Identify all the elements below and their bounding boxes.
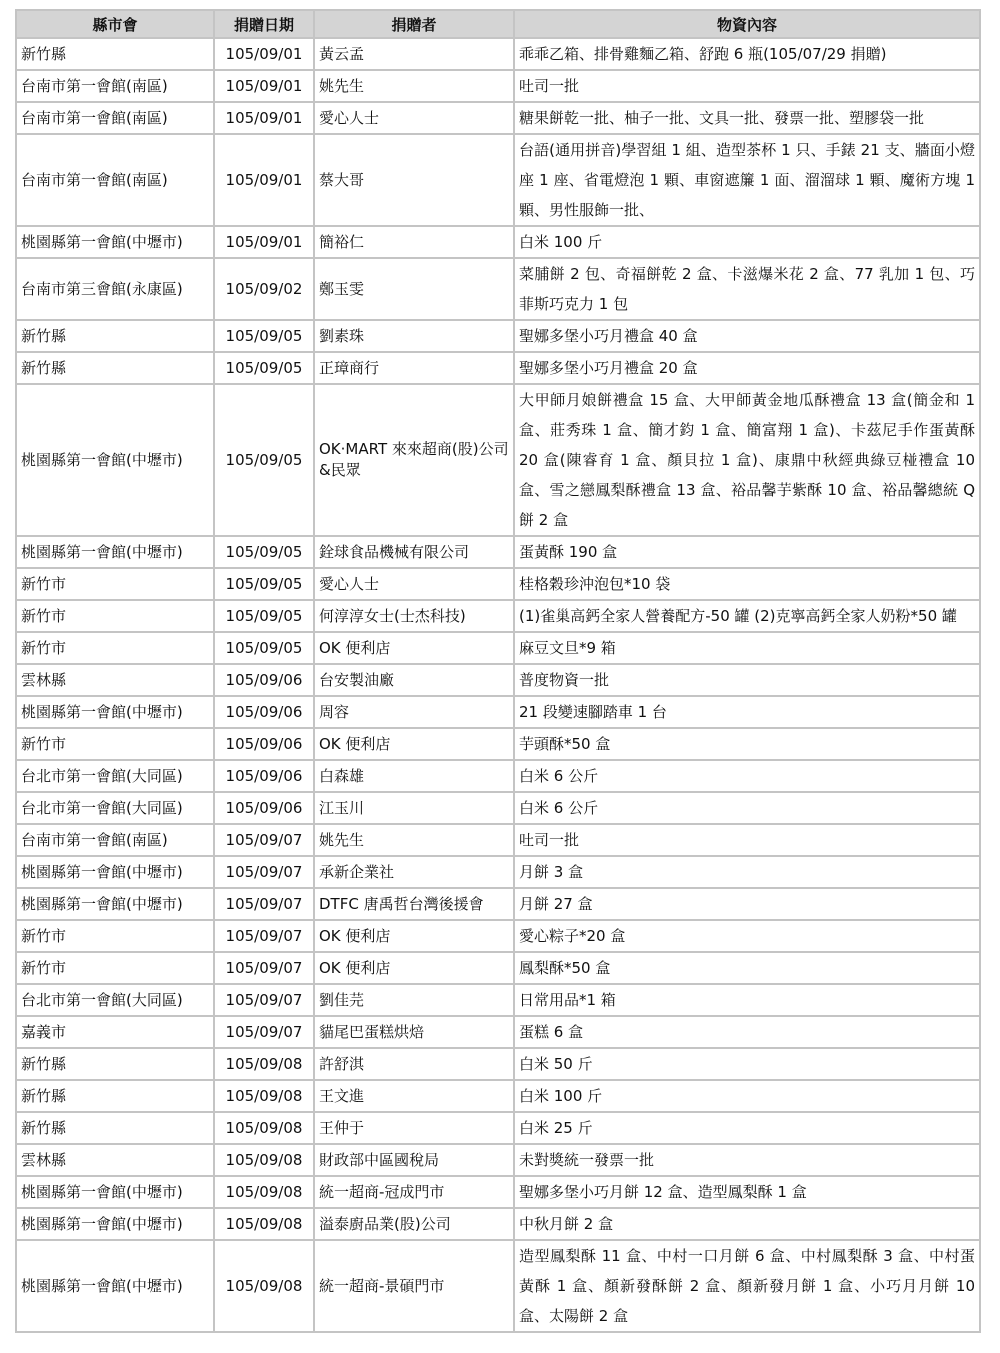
- cell-donor: 正璋商行: [314, 352, 514, 384]
- cell-donor: OK·MART 來來超商(股)公司&民眾: [314, 384, 514, 536]
- cell-donor: 蔡大哥: [314, 134, 514, 226]
- cell-date: 105/09/01: [214, 102, 314, 134]
- table-row: [16, 600, 980, 632]
- cell-date: 105/09/08: [214, 1240, 314, 1332]
- cell-items: 糖果餅乾一批、柚子一批、文具一批、發票一批、塑膠袋一批: [514, 102, 980, 134]
- cell-items: 聖娜多堡小巧月餅 12 盒、造型鳳梨酥 1 盒: [514, 1176, 980, 1208]
- table-row: [16, 888, 980, 920]
- table-row: [16, 568, 980, 600]
- cell-region: 台北市第一會館(大同區): [16, 984, 214, 1016]
- table-row: [16, 1144, 980, 1176]
- cell-region: 台南市第一會館(南區): [16, 70, 214, 102]
- table-row: [16, 792, 980, 824]
- cell-items: 吐司一批: [514, 824, 980, 856]
- cell-date: 105/09/05: [214, 632, 314, 664]
- cell-date: 105/09/08: [214, 1048, 314, 1080]
- cell-region: 桃園縣第一會館(中壢市): [16, 226, 214, 258]
- table-row: [16, 226, 980, 258]
- header-items: 物資內容: [514, 10, 980, 38]
- cell-items: 桂格穀珍沖泡包*10 袋: [514, 568, 980, 600]
- cell-date: 105/09/05: [214, 536, 314, 568]
- cell-items: 白米 25 斤: [514, 1112, 980, 1144]
- header-donor: 捐贈者: [314, 10, 514, 38]
- cell-region: 新竹縣: [16, 38, 214, 70]
- cell-date: 105/09/02: [214, 258, 314, 320]
- cell-region: 台南市第一會館(南區): [16, 102, 214, 134]
- cell-items: 白米 50 斤: [514, 1048, 980, 1080]
- table-row: [16, 1016, 980, 1048]
- cell-items: 普度物資一批: [514, 664, 980, 696]
- cell-donor: 黃云孟: [314, 38, 514, 70]
- cell-date: 105/09/05: [214, 600, 314, 632]
- table-row: [16, 352, 980, 384]
- table-row: [16, 320, 980, 352]
- cell-region: 新竹市: [16, 952, 214, 984]
- cell-donor: 統一超商-景碩門市: [314, 1240, 514, 1332]
- table-row: [16, 1176, 980, 1208]
- cell-date: 105/09/07: [214, 984, 314, 1016]
- table-row: [16, 1080, 980, 1112]
- table-header: [16, 10, 980, 38]
- header-row: [16, 10, 980, 38]
- header-region: 縣市會: [16, 10, 214, 38]
- table-row: [16, 632, 980, 664]
- cell-donor: OK 便利店: [314, 728, 514, 760]
- cell-date: 105/09/06: [214, 728, 314, 760]
- table-row: [16, 1112, 980, 1144]
- table-row: [16, 984, 980, 1016]
- cell-date: 105/09/07: [214, 1016, 314, 1048]
- cell-items: 白米 6 公斤: [514, 792, 980, 824]
- cell-donor: OK 便利店: [314, 920, 514, 952]
- cell-items: 日常用品*1 箱: [514, 984, 980, 1016]
- cell-region: 桃園縣第一會館(中壢市): [16, 1176, 214, 1208]
- cell-items: 造型鳳梨酥 11 盒、中村一口月餅 6 盒、中村鳳梨酥 3 盒、中村蛋黃酥 1 盒、顏新發酥餅 2 盒、顏新發月餅 1 盒、小巧月月餅 10 盒、太陽餅 2 盒: [514, 1240, 980, 1332]
- cell-date: 105/09/01: [214, 226, 314, 258]
- cell-region: 台南市第一會館(南區): [16, 134, 214, 226]
- cell-items: 乖乖乙箱、排骨雞麵乙箱、舒跑 6 瓶(105/07/29 捐贈): [514, 38, 980, 70]
- cell-region: 台北市第一會館(大同區): [16, 760, 214, 792]
- cell-region: 嘉義市: [16, 1016, 214, 1048]
- cell-items: 吐司一批: [514, 70, 980, 102]
- table-row: [16, 728, 980, 760]
- donation-table: [15, 9, 981, 1333]
- cell-items: 月餅 3 盒: [514, 856, 980, 888]
- cell-date: 105/09/05: [214, 320, 314, 352]
- cell-items: 中秋月餅 2 盒: [514, 1208, 980, 1240]
- cell-region: 桃園縣第一會館(中壢市): [16, 1208, 214, 1240]
- table-row: [16, 258, 980, 320]
- table-row: [16, 1208, 980, 1240]
- cell-region: 桃園縣第一會館(中壢市): [16, 536, 214, 568]
- cell-donor: 簡裕仁: [314, 226, 514, 258]
- table-row: [16, 38, 980, 70]
- cell-donor: 承新企業社: [314, 856, 514, 888]
- cell-donor: 江玉川: [314, 792, 514, 824]
- cell-region: 桃園縣第一會館(中壢市): [16, 888, 214, 920]
- table-row: [16, 664, 980, 696]
- cell-items: 芋頭酥*50 盒: [514, 728, 980, 760]
- cell-items: 菜脯餅 2 包、奇福餅乾 2 盒、卡滋爆米花 2 盒、77 乳加 1 包、巧菲斯巧克力 1 包: [514, 258, 980, 320]
- cell-region: 台南市第一會館(南區): [16, 824, 214, 856]
- table-row: [16, 102, 980, 134]
- cell-region: 雲林縣: [16, 1144, 214, 1176]
- cell-donor: 王文進: [314, 1080, 514, 1112]
- cell-donor: 劉佳芫: [314, 984, 514, 1016]
- cell-donor: 王仲于: [314, 1112, 514, 1144]
- cell-items: 台語(通用拼音)學習組 1 組、造型茶杯 1 只、手錶 21 支、牆面小燈座 1 座、省電燈泡 1 顆、車窗遮簾 1 面、溜溜球 1 顆、魔術方塊 1 顆、男性服飾一批、: [514, 134, 980, 226]
- cell-date: 105/09/08: [214, 1208, 314, 1240]
- cell-items: 鳳梨酥*50 盒: [514, 952, 980, 984]
- cell-items: 愛心粽子*20 盒: [514, 920, 980, 952]
- cell-donor: 台安製油廠: [314, 664, 514, 696]
- cell-donor: 財政部中區國稅局: [314, 1144, 514, 1176]
- cell-region: 桃園縣第一會館(中壢市): [16, 696, 214, 728]
- header-date: 捐贈日期: [214, 10, 314, 38]
- cell-region: 台北市第一會館(大同區): [16, 792, 214, 824]
- cell-date: 105/09/08: [214, 1112, 314, 1144]
- cell-date: 105/09/07: [214, 888, 314, 920]
- cell-items: 蛋糕 6 盒: [514, 1016, 980, 1048]
- cell-items: 大甲師月娘餅禮盒 15 盒、大甲師黃金地瓜酥禮盒 13 盒(簡金和 1 盒、莊秀珠 1 盒、簡才鈞 1 盒、簡富翔 1 盒)、卡茲尼手作蛋黃酥 20 盒(陳睿育 1 盒、顏貝拉 1 盒)、康鼎中秋經典綠豆椪禮盒 10 盒、雪之戀鳳梨酥禮盒 13 盒、裕品馨芋紫酥 10 盒、裕品馨總統 Q 餅 2 盒: [514, 384, 980, 536]
- cell-donor: 何淳淳女士(士杰科技): [314, 600, 514, 632]
- cell-donor: 周容: [314, 696, 514, 728]
- cell-region: 雲林縣: [16, 664, 214, 696]
- cell-region: 桃園縣第一會館(中壢市): [16, 384, 214, 536]
- cell-date: 105/09/07: [214, 952, 314, 984]
- cell-date: 105/09/08: [214, 1080, 314, 1112]
- cell-region: 新竹縣: [16, 352, 214, 384]
- table-row: [16, 952, 980, 984]
- cell-items: 21 段變速腳踏車 1 台: [514, 696, 980, 728]
- table-row: [16, 536, 980, 568]
- cell-date: 105/09/01: [214, 70, 314, 102]
- table-row: [16, 1240, 980, 1332]
- table-row: [16, 920, 980, 952]
- cell-date: 105/09/08: [214, 1144, 314, 1176]
- cell-date: 105/09/06: [214, 696, 314, 728]
- cell-donor: 愛心人士: [314, 568, 514, 600]
- cell-date: 105/09/01: [214, 134, 314, 226]
- table-row: [16, 384, 980, 536]
- cell-region: 新竹市: [16, 600, 214, 632]
- cell-items: 月餅 27 盒: [514, 888, 980, 920]
- cell-date: 105/09/06: [214, 664, 314, 696]
- cell-items: (1)雀巢高鈣全家人營養配方-50 罐 (2)克寧高鈣全家人奶粉*50 罐: [514, 600, 980, 632]
- cell-region: 桃園縣第一會館(中壢市): [16, 856, 214, 888]
- cell-date: 105/09/07: [214, 920, 314, 952]
- table-row: [16, 696, 980, 728]
- cell-donor: 劉素珠: [314, 320, 514, 352]
- cell-date: 105/09/07: [214, 856, 314, 888]
- cell-donor: DTFC 唐禹哲台灣後援會: [314, 888, 514, 920]
- table-body: [16, 38, 980, 1332]
- cell-items: 聖娜多堡小巧月禮盒 20 盒: [514, 352, 980, 384]
- cell-donor: 統一超商-冠成門市: [314, 1176, 514, 1208]
- cell-date: 105/09/05: [214, 568, 314, 600]
- cell-donor: 溢泰廚品業(股)公司: [314, 1208, 514, 1240]
- cell-items: 蛋黃酥 190 盒: [514, 536, 980, 568]
- cell-region: 新竹市: [16, 728, 214, 760]
- cell-donor: 貓尾巴蛋糕烘焙: [314, 1016, 514, 1048]
- cell-items: 未對獎統一發票一批: [514, 1144, 980, 1176]
- cell-date: 105/09/06: [214, 760, 314, 792]
- table-row: [16, 824, 980, 856]
- cell-donor: OK 便利店: [314, 952, 514, 984]
- cell-items: 聖娜多堡小巧月禮盒 40 盒: [514, 320, 980, 352]
- cell-donor: 許舒淇: [314, 1048, 514, 1080]
- table-row: [16, 760, 980, 792]
- cell-date: 105/09/05: [214, 352, 314, 384]
- cell-region: 新竹縣: [16, 320, 214, 352]
- table-row: [16, 70, 980, 102]
- cell-donor: 姚先生: [314, 824, 514, 856]
- cell-donor: 愛心人士: [314, 102, 514, 134]
- table-row: [16, 856, 980, 888]
- cell-region: 台南市第三會館(永康區): [16, 258, 214, 320]
- cell-region: 桃園縣第一會館(中壢市): [16, 1240, 214, 1332]
- cell-region: 新竹縣: [16, 1048, 214, 1080]
- cell-region: 新竹縣: [16, 1080, 214, 1112]
- cell-region: 新竹市: [16, 568, 214, 600]
- cell-donor: OK 便利店: [314, 632, 514, 664]
- table-row: [16, 134, 980, 226]
- cell-region: 新竹市: [16, 920, 214, 952]
- cell-donor: 白森雄: [314, 760, 514, 792]
- cell-items: 白米 100 斤: [514, 226, 980, 258]
- cell-date: 105/09/06: [214, 792, 314, 824]
- cell-items: 白米 6 公斤: [514, 760, 980, 792]
- cell-items: 白米 100 斤: [514, 1080, 980, 1112]
- cell-date: 105/09/07: [214, 824, 314, 856]
- cell-donor: 姚先生: [314, 70, 514, 102]
- cell-date: 105/09/08: [214, 1176, 314, 1208]
- table-row: [16, 1048, 980, 1080]
- cell-items: 麻豆文旦*9 箱: [514, 632, 980, 664]
- cell-donor: 鄭玉雯: [314, 258, 514, 320]
- cell-date: 105/09/05: [214, 384, 314, 536]
- cell-region: 新竹縣: [16, 1112, 214, 1144]
- cell-region: 新竹市: [16, 632, 214, 664]
- cell-donor: 銓球食品機械有限公司: [314, 536, 514, 568]
- cell-date: 105/09/01: [214, 38, 314, 70]
